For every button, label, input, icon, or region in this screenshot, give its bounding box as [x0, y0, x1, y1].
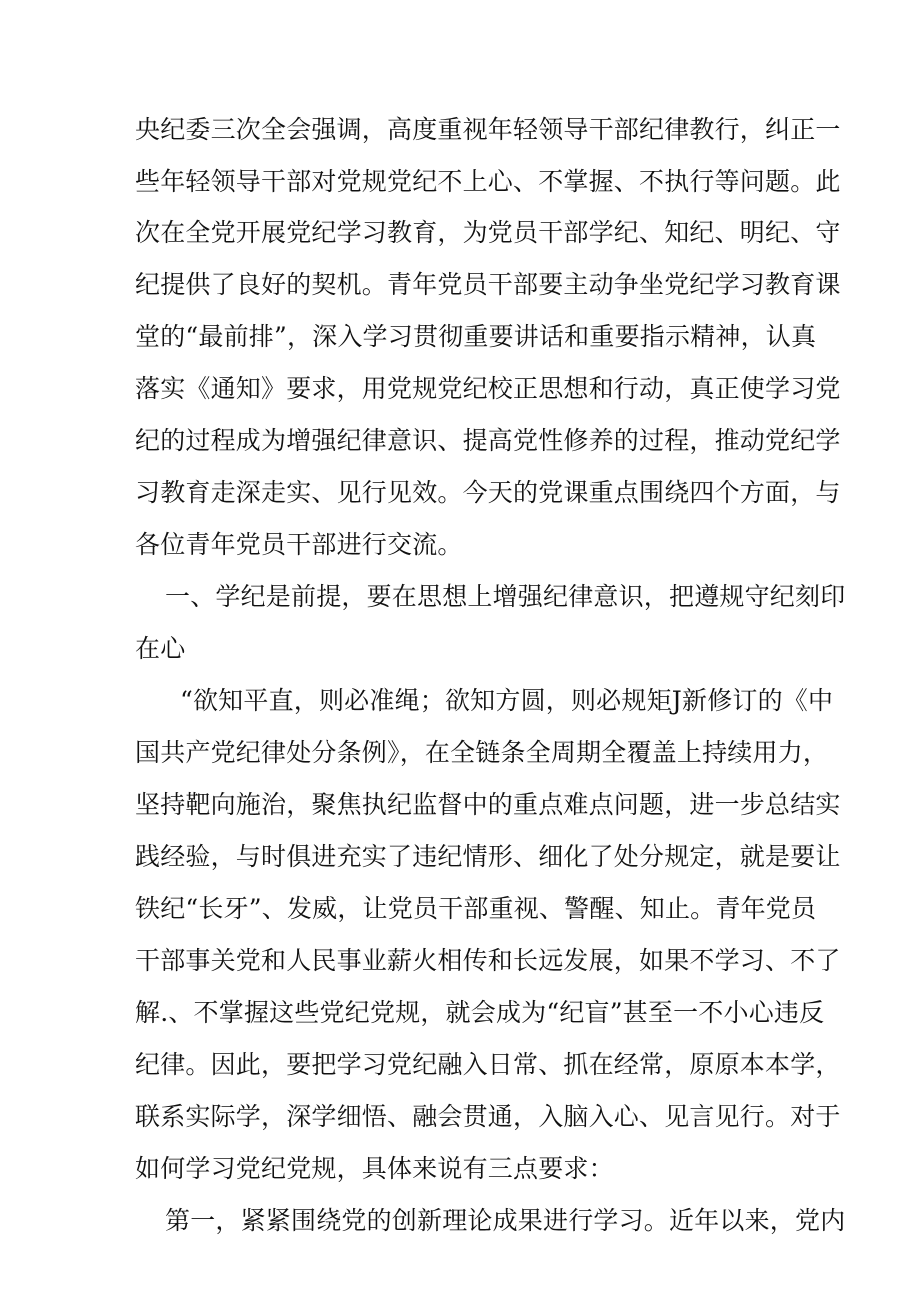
- paragraph-line: 铁纪“长牙”、发威，让党员干部重视、警醒、知止。青年党员: [135, 894, 817, 923]
- paragraph-line: “欲知平直，则必准绳；欲知方圆，则必规矩J新修订的《中: [180, 686, 834, 715]
- paragraph-line: 各位青年党员干部进行交流。: [135, 530, 463, 559]
- paragraph-line: 践经验，与时俱进充实了违纪情形、细化了处分规定，就是要让: [135, 842, 841, 871]
- paragraph-line: 堂的“最前排”，深入学习贯彻重要讲话和重要指示精神，认真: [135, 322, 817, 351]
- paragraph-line: 联系实际学，深学细悟、融会贯通，入脑入心、见言见行。对于: [135, 1102, 841, 1131]
- paragraph-line: 习教育走深走实、见行见效。今天的党课重点围绕四个方面，与: [135, 478, 841, 507]
- paragraph-line: 次在全党开展党纪学习教育，为党员干部学纪、知纪、明纪、守: [135, 218, 841, 247]
- section-heading-line: 一、学纪是前提，要在思想上增强纪律意识，把遵规守纪刻印: [165, 582, 846, 611]
- paragraph-line: 纪提供了良好的契机。青年党员干部要主动争坐党纪学习教育课: [135, 270, 841, 299]
- paragraph-line: 些年轻领导干部对党规党纪不上心、不掌握、不执行等问题。此: [135, 167, 841, 196]
- paragraph-line: 坚持靶向施治，聚焦执纪监督中的重点难点问题，进一步总结实: [135, 790, 841, 819]
- paragraph-line: 第一，紧紧围绕党的创新理论成果进行学习。近年以来，党内: [165, 1206, 846, 1235]
- paragraph-line: 国共产党纪律处分条例》，在全链条全周期全覆盖上持续用力，: [135, 738, 829, 767]
- paragraph-line: 纪的过程成为增强纪律意识、提高党性修养的过程，推动党纪学: [135, 426, 841, 455]
- paragraph-line: 干部事关党和人民事业薪火相传和长远发展，如果不学习、不了: [135, 946, 841, 975]
- paragraph-line: 如何学习党纪党规，具体来说有三点要求：: [135, 1154, 614, 1183]
- section-heading-line: 在心: [135, 634, 186, 663]
- paragraph-line: 纪律。因此，要把学习党纪融入日常、抓在经常，原原本本学，: [135, 1050, 841, 1079]
- paragraph-line: 解.、不掌握这些党纪党规，就会成为“纪盲”甚至一不小心违反: [135, 998, 825, 1027]
- paragraph-line: 落实《通知》要求，用党规党纪校正思想和行动，真正使学习党: [135, 374, 841, 403]
- paragraph-line: 央纪委三次全会强调，高度重视年轻领导干部纪律教行，纠正一: [135, 115, 841, 144]
